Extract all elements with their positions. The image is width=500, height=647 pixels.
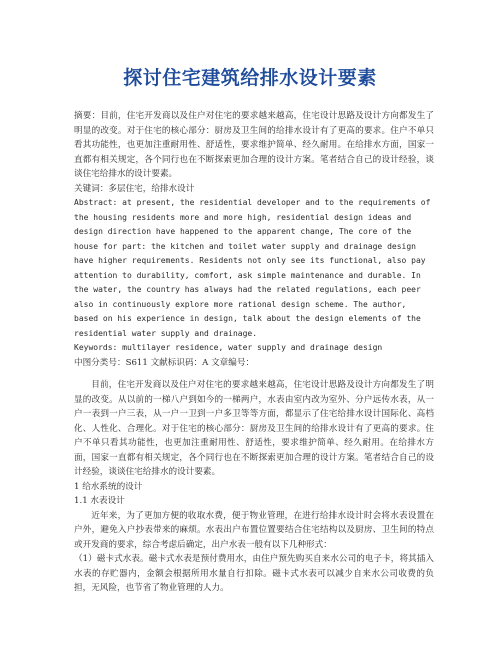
paragraph-1-1: 近年来，为了更加方便的收取水费，便于物业管理，在进行给排水设计时会将水表设置在户外，避免入户抄表带来的麻烦。水表出户布置位置要结合住宅结构以及厨房、卫生间的特点或开发商的要求，综合考虑后确定，出户水表一般有以下几种形式： (74, 510, 434, 550)
abstract-cn: 摘要：目前，住宅开发商以及住户对住宅的要求越来越高，住宅设计思路及设计方向都发生了明显的改变。对于住宅的核心部分：厨房及卫生间的给排水设计有了更高的要求。住户不单只看其功能性，也更加注重耐用性、舒适性，要求维护简单、经久耐用。在给排水方面，国家一直都有相关规定，各个同行也在不断探索更加合理的设计方案。笔者结合自己的设计经验，谈谈住宅给排水的设计要素。 (74, 111, 434, 179)
page-title: 探讨住宅建筑给排水设计要素 (123, 67, 377, 89)
abstract-en: Abstract: at present, the residential developer and to the requirements of the housing residents more and more high, residential design ideas and design direction have happened to the apparent change, The core of the house for part: the kitchen and toilet water supply and drainage design have higher requirements. Residents not only see its functional, also pay attention to durability, comfort, ask simple maintenance and durable. In the water, the country has always had the related regulations, each peer also in continuously explore more rational design scheme. The author, based on his experience in design, talk about the design elements of the residential water supply and drainage. (74, 198, 431, 338)
classification-line: 中图分类号：S611 文献标识码：A 文章编号： (74, 357, 255, 368)
intro-paragraph: 目前，住宅开发商以及住户对住宅的要求越来越高，住宅设计思路及设计方向都发生了明显的改变。从以前的一梯八户到如今的一梯两户，水表由室内改为室外、分户远传水表，从一户一表到一户三表，从一户一卫到一户多卫等等方面，都显示了住宅给排水设计国际化、高档化、人性化、合理化。对于住宅的核心部分：厨房及卫生间的给排水设计有了更高的要求。住户不单只看其功能性，也更加注重耐用性、舒适性，要求维护简单、经久耐用。在给排水方面，国家一直都有相关规定，各个同行也在不断探索更加合理的设计方案。笔者结合自己的设计经验，谈谈住宅给排水的设计要素。 (74, 380, 434, 477)
paragraph-card-meter: （1）磁卡式水表。磁卡式水表是预付费用水，由住户预先购买自来水公司的电子卡，将其插入水表的存贮器内，金额会根据所用水量自行扣除。磁卡式水表可以减少自来水公司收费的负担，无风险，也节省了物业管理的人力。 (74, 554, 434, 593)
section-heading-1: 1 给水系统的设计 (74, 481, 143, 492)
section-heading-1-1: 1.1 水表设计 (74, 496, 125, 506)
keywords-cn: 关键词：多层住宅，给排水设计 (74, 183, 195, 194)
body-section (74, 378, 434, 596)
abstract-section (74, 109, 434, 370)
keywords-en: Keywords: multilayer residence, water supply and drainage design (74, 343, 383, 352)
